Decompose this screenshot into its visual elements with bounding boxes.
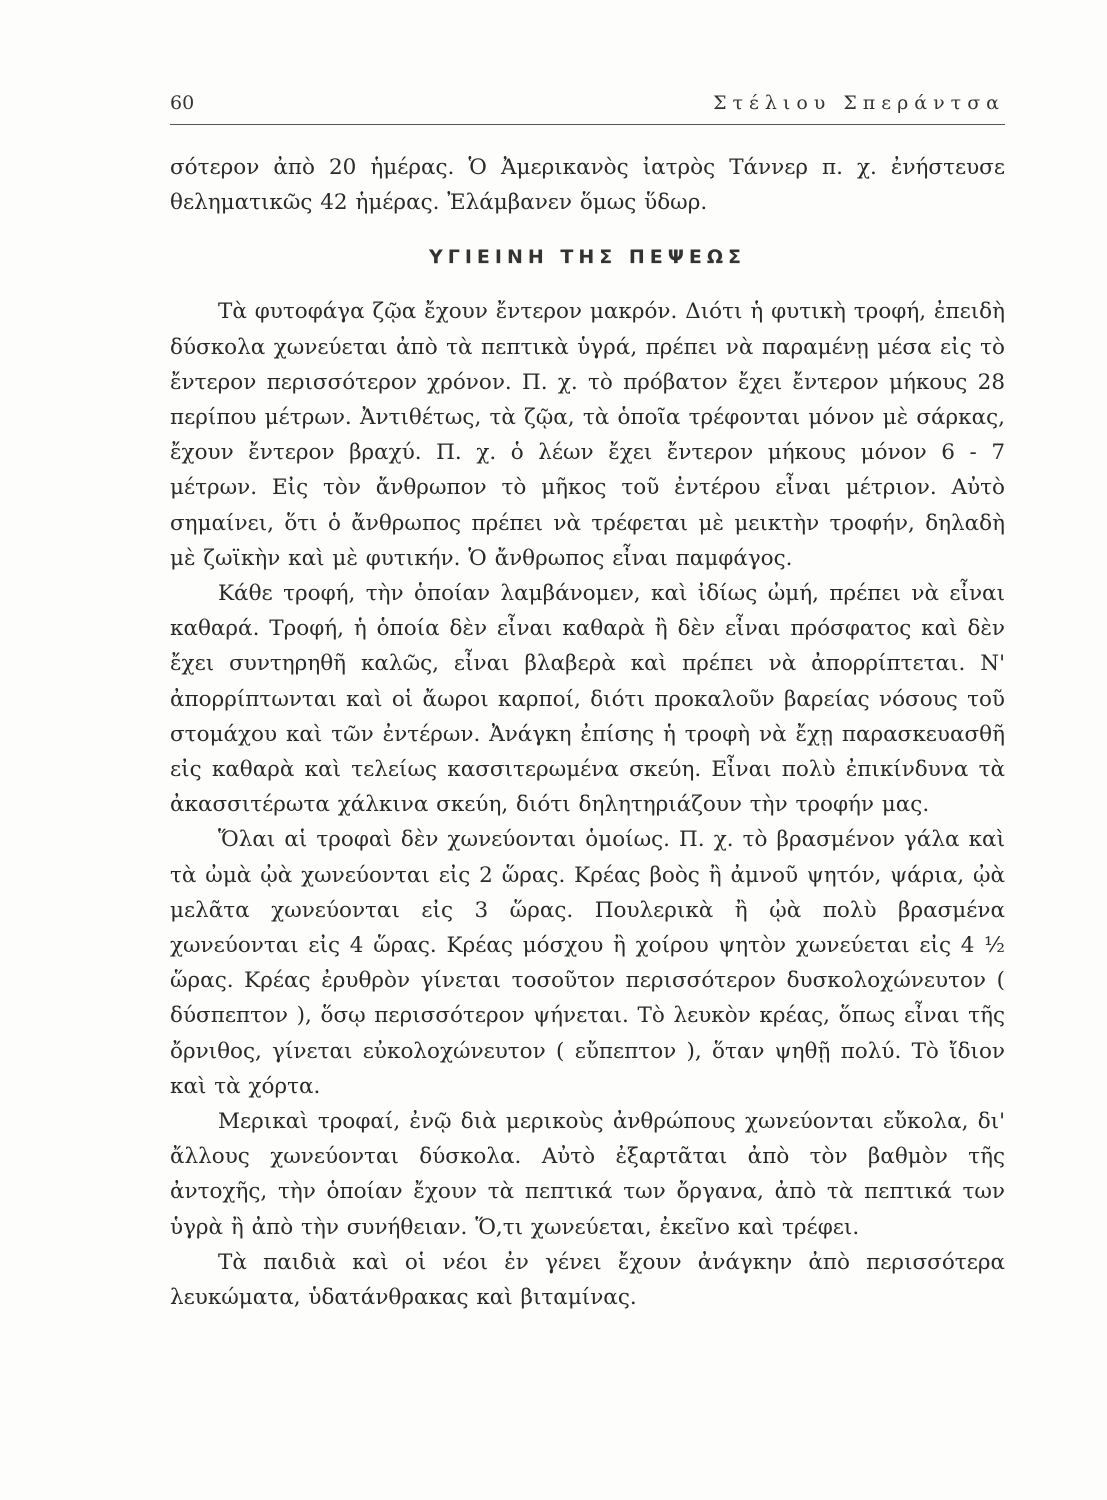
body-text bbox=[170, 150, 1005, 1315]
paragraph-1: Τὰ φυτοφάγα ζῷα ἔχουν ἔντερον μακρόν. Διότι ἡ φυτικὴ τροφή, ἐπειδὴ δύσκολα χωνεύεται ἀπὸ τὰ πεπτικὰ ὑγρά, πρέπει νὰ παραμένῃ μέσα εἰς τὸ ἔντερον περισσότερον χρόνον. Π. χ. τὸ πρόβατον ἔχει ἔντερον μήκους 28 περίπου μέτρων. Ἀντιθέτως, τὰ ζῷα, τὰ ὁποῖα τρέφονται μόνον μὲ σάρκας, ἔχουν ἔντερον βραχύ. Π. χ. ὁ λέων ἔχει ἔντερον μήκους μόνον 6 - 7 μέτρων. Εἰς τὸν ἄνθρωπον τὸ μῆκος τοῦ ἐντέρου εἶναι μέτριον. Αὐτὸ σημαίνει, ὅτι ὁ ἄνθρωπος πρέπει νὰ τρέφεται μὲ μεικτὴν τροφήν, δηλαδὴ μὲ ζωϊκὴν καὶ μὲ φυτικήν. Ὁ ἄνθρωπος εἶναι παμφάγος. bbox=[170, 299, 1005, 571]
paragraph-5: Τὰ παιδιὰ καὶ οἱ νέοι ἐν γένει ἔχουν ἀνάγκην ἀπὸ περισσότερα λευκώματα, ὑδατάνθρακας καὶ βιταμίνας. bbox=[170, 1249, 1005, 1311]
running-header bbox=[170, 92, 1005, 122]
paragraph-2: Κάθε τροφή, τὴν ὁποίαν λαμβάνομεν, καὶ ἰδίως ὠμή, πρέπει νὰ εἶναι καθαρά. Τροφή, ἡ ὁποία δὲν εἶναι καθαρὰ ἢ δὲν εἶναι πρόσφατος καὶ δὲν ἔχει συντηρηθῆ καλῶς, εἶναι βλαβερὰ καὶ πρέπει νὰ ἀπορρίπτεται. Ν' ἀπορρίπτωνται καὶ οἱ ἄωροι καρποί, διότι προκαλοῦν βαρείας νόσους τοῦ στομάχου καὶ τῶν ἐντέρων. Ἀνάγκη ἐπίσης ἡ τροφὴ νὰ ἔχῃ παρασκευασθῆ εἰς καθαρὰ καὶ τελείως κασσιτερωμένα σκεύη. Εἶναι πολὺ ἐπικίνδυνα τὰ ἀκασσιτέρωτα χάλκινα σκεύη, διότι δηλητηριάζουν τὴν τροφήν μας. bbox=[170, 581, 1005, 818]
section-heading: ΥΓΙΕΙΝΗ ΤΗΣ ΠΕΨΕΩΣ bbox=[429, 246, 746, 269]
continuation-paragraph: σότερον ἀπὸ 20 ἡμέρας. Ὁ Ἀμερικανὸς ἰατρὸς Τάννερ π. χ. ἐνήστευσε θεληματικῶς 42 ἡμέρας. Ἐλάμβανεν ὅμως ὕδωρ. bbox=[170, 155, 1005, 216]
paragraph-4: Μερικαὶ τροφαί, ἐνῷ διὰ μερικοὺς ἀνθρώπους χωνεύονται εὔκολα, δι' ἄλλους χωνεύονται δύσκολα. Αὐτὸ ἐξαρτᾶται ἀπὸ τὸν βαθμὸν τῆς ἀντοχῆς, τὴν ὁποίαν ἔχουν τὰ πεπτικά των ὄργανα, ἀπὸ τὰ πεπτικά των ὑγρὰ ἢ ἀπὸ τὴν συνήθειαν. Ὅ,τι χωνεύεται, ἐκεῖνο καὶ τρέφει. bbox=[170, 1109, 1005, 1240]
paragraph-3: Ὅλαι αἱ τροφαὶ δὲν χωνεύονται ὁμοίως. Π. χ. τὸ βρασμένον γάλα καὶ τὰ ὠμὰ ᾠὰ χωνεύονται εἰς 2 ὥρας. Κρέας βοὸς ἢ ἀμνοῦ ψητόν, ψάρια, ᾠὰ μελᾶτα χωνεύονται εἰς 3 ὥρας. Πουλερικὰ ἢ ᾠὰ πολὺ βρασμένα χωνεύονται εἰς 4 ὥρας. Κρέας μόσχου ἢ χοίρου ψητὸν χωνεύεται εἰς 4 ½ ὥρας. Κρέας ἐρυθρὸν γίνεται τοσοῦτον περισσότερον δυσκολοχώνευτον ( δύσπεπτον ), ὅσῳ περισσότερον ψήνεται. Τὸ λευκὸν κρέας, ὅπως εἶναι τῆς ὄρνιθος, γίνεται εὐκολοχώνευτον ( εὔπεπτον ), ὅταν ψηθῇ πολύ. Τὸ ἴδιον καὶ τὰ χόρτα. bbox=[170, 827, 1005, 1099]
running-title: Στέλιου Σπεράντσα bbox=[713, 92, 1005, 114]
header-rule bbox=[170, 124, 1005, 125]
page-number: 60 bbox=[170, 92, 195, 114]
